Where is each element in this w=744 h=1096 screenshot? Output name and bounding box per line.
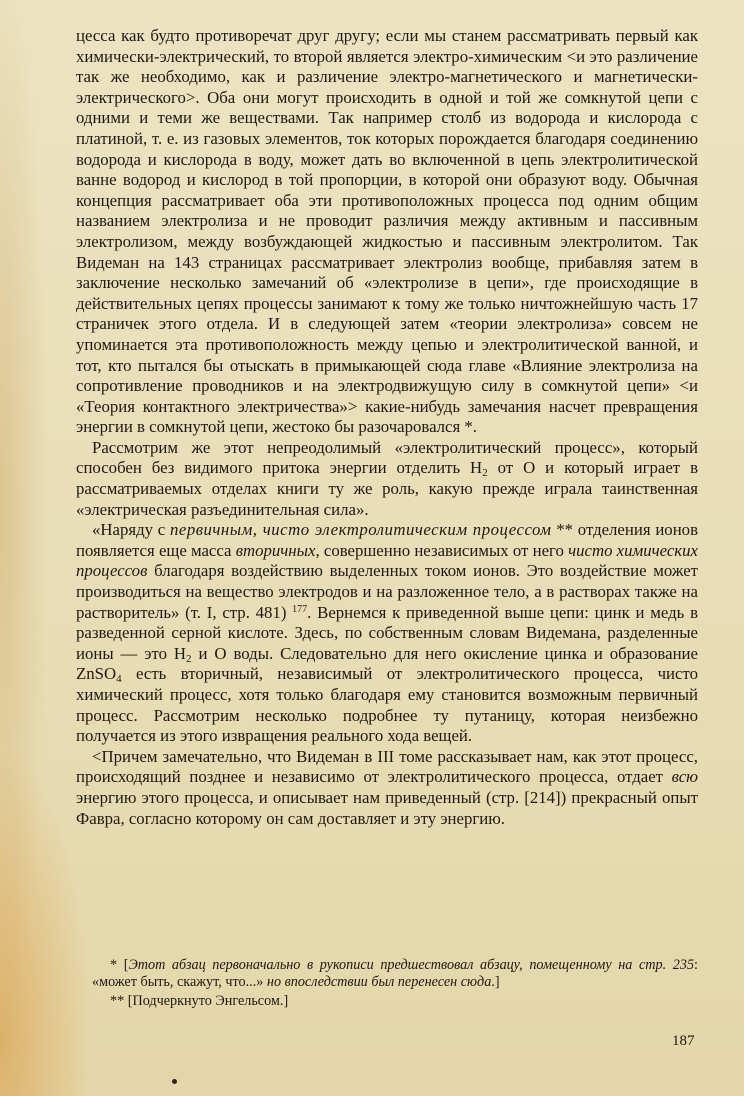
footnote-1-quote: : «может быть, скажут, что...» — [92, 957, 698, 990]
paragraph-3-text-g: есть вторичный, независимый от электролитического процесса, чисто химический процесс, хотя только благодаря ему становится возможным первичный процесс. Рассмотрим несколько подробнее ту путаницу, которая неизбежно получается из этого извращения реального хода вещей. — [76, 664, 698, 746]
footnote-2-text: [Подчеркнуто Энгельсом.] — [127, 993, 289, 1009]
paragraph-3-text-a: «Наряду с — [92, 520, 170, 540]
footnotes — [92, 957, 698, 1010]
emphasis-chemical-processes: чисто химических процессов — [76, 540, 698, 581]
subscript: 2 — [186, 652, 192, 665]
emphasis-all: всю — [671, 767, 698, 787]
footnote-bracket: .] — [491, 974, 500, 990]
paragraph-3-text-d: благодаря воздействию выделенных током ионов. Это воздействие может производиться на вещество электродов и на разложенное тело, а в растворах также на растворитель» (т. I, стр. 481) — [76, 561, 698, 622]
ink-speck — [172, 1079, 177, 1084]
footnote-2 — [92, 993, 698, 1010]
paragraph-2-text-a: Рассмотрим же этот непреодолимый «электролитический процесс», который способен без видимого притока энергии отделить H — [76, 437, 698, 478]
subscript: 4 — [116, 673, 122, 686]
paragraph-3-text-c: , совершенно независимых от него — [315, 540, 569, 560]
paragraph-3-text-e: . Вернемся к приведенной выше цепи: цинк и медь в разведенной серной кислоте. Здесь, по собственным словам Видемана, разделенные ионы — это H — [76, 602, 698, 663]
subscript: 2 — [482, 467, 488, 480]
paragraph-2 — [76, 438, 698, 520]
paragraph-3-text-b: ** отделения ионов появляется еще масса — [76, 520, 698, 560]
paragraph-4-text-a: <Причем замечательно, что Видеман в III томе рассказывает нам, как этот процесс, происходящий позднее и независимо от электролитического процесса, отдает — [76, 746, 698, 787]
footnote-1 — [92, 957, 698, 991]
paragraph-1 — [76, 26, 698, 438]
paragraph-3-text-f: и O воды. Следовательно для него окисление цинка и образование ZnSO — [76, 643, 698, 684]
endnote-reference: 177 — [292, 603, 308, 615]
emphasis-primary-process: первичным, чисто электролитическим процессом — [170, 520, 552, 540]
main-text — [76, 26, 698, 829]
paragraph-4 — [76, 747, 698, 829]
paragraph-3 — [76, 520, 698, 747]
footnote-marker: * — [110, 957, 124, 973]
footnote-marker: ** — [110, 993, 128, 1009]
footnote-1-italic-a: Этот абзац первоначально в рукописи предшествовал абзацу, помещенному на стр. 235 — [128, 957, 695, 973]
paragraph-2-text-b: от O и который играет в рассматриваемых отделах книги ту же роль, какую прежде играла таинственная «электрическая разъединительная сила». — [76, 458, 698, 519]
emphasis-secondary: вторичных — [235, 540, 316, 560]
footnote-bracket: [ — [123, 957, 129, 973]
footnote-1-italic-b: но впоследствии был перенесен сюда — [266, 974, 492, 990]
paragraph-4-text-b: энергию этого процесса, и описывает нам приведенный (стр. [214]) прекрасный опыт Фавра, согласно которому он сам доставляет и эту энергию. — [76, 787, 698, 828]
page-number: 187 — [672, 1033, 695, 1049]
paragraph-1-text: цесса как будто противоречат друг другу; если мы станем рассматривать первый как химически-электрический, то второй является электро-химическим <и это различение так же необходимо, как и различение электро-магнетического и магнетически-электрического>. Оба они могут происходить в одной и той же сомкнутой цепи с одними и теми же веществами. Так например столб из водорода и кислорода с платиной, т. е. из газовых элементов, ток которых порождается благодаря соединению водорода и кислорода в воду, может дать во включенной в цепь электролитической ванне водород и кислород в той пропорции, в которой они образуют воду. Обычная концепция рассматривает оба эти противоположных процесса под одним общим названием электролиза и не проводит различия между активным и пассивным электролизом, между возбуждающей жидкостью и пассивным электролитом. Так Видеман на 143 страницах рассматривает электролиз вообще, прибавляя затем в заключение несколько замечаний об «электролизе в цепи», где происходящие в действительных цепях процессы занимают к тому же только ничтожнейшую часть 17 страничек этого отдела. И в следующей затем «теории электролиза» совсем не упоминается эта противоположность между цепью и электролитической ванной, и тот, кто пытался бы отыскать в примыкающей сюда главе «Влияние электролиза на сопротивление проводников и на электродвижущую силу в сомкнутой цепи» <и «Теория контактного электричества»> какие-нибудь замечания насчет превращения энергии в сомкнутой цепи, жестоко бы разочаровался *. — [76, 26, 698, 437]
